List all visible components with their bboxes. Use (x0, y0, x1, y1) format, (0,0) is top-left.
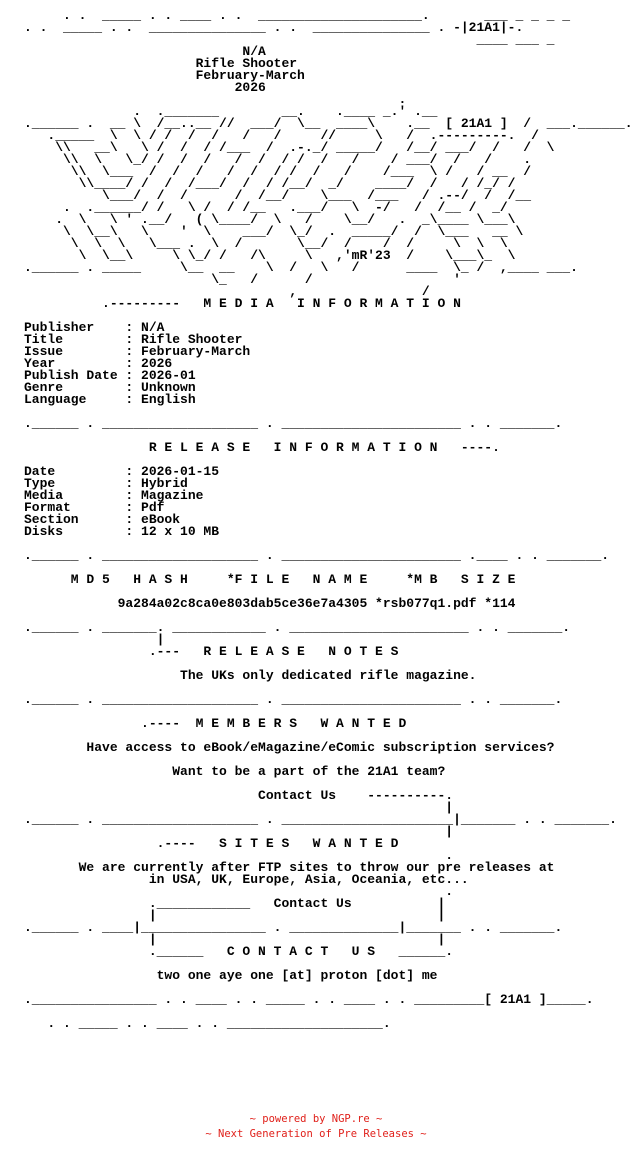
footer-tagline: ~ Next Generation of Pre Releases ~ (205, 1128, 427, 1140)
nfo-text: . . _____ . . ____ . . _____________________. ___ _ _ _ _ . . _____ . . _______________ . . _______________ . -|21A1|-. ____ ___ _ N/A Rifle Shooter February-March 2026 . . ._______ __. .____ _.' .__ .______ . __ \ /__..__ // ___/ \__ ____\ .__ [ 21A1 ] / ___.______. ._____ \ \ / / / / / / // \ / .---------. / \\ __\ \ / / / /___ / .-._/ _____/ /__/ ___/ / / \ \\ \ \_/ / / / / / / / / / / ___/ / / . \\ \___ / / / / / / / / / /___ \ / / __ / \\____/ / / /___/ / / /__/ _/ ____/ / / /_/ / \___/ / / / /__/ \___ /___ / .--/ / /__ . .______/ / \ / / /__ .___/ \ -/ / /__ / _/ . \ \ ' .__/ ( \____/ \ / \__/ . _\____ \___\ \ \__\ \ ' \ ___/ \_/ . _____/ / \___ __ \ \ \ \ \___ . \ / \__/ / / / \ \ \ \ \__\ \ \_/ / /\ \ ,'mR'23 / \___\_ \ .______ . _____ \__ __ \ / \ / ____ \_ / ,____ ___. \_ / / ' , / .--------- M E D I A I N F O R M A T I O N Publisher : N/A Title : Rifle Shooter Issue : February-March Year : 2026 Publish Date : 2026-01 Genre : Unknown Language : English .______ . ____________________ . _______________________ . . _______. R E L E A S E I N F O R M A T I O N ----. Date : 2026-01-15 Type : Hybrid Media : Magazine Format : Pdf Section : eBook Disks : 12 x 10 MB .______ . ____________________ . _______________________ .____ . . _______. M D 5 H A S H *F I L E N A M E *M B S I Z E 9a284a02c8ca0e803dab5ce36e7a4305 *rsb077q1.pdf *114 .______ . _______. ____________ . _______________________ . . _______. | .--- R E L E A S E N O T E S The UKs only dedicated rifle magazine. .______ . ____________________ . _______________________ . . _______. .---- M E M B E R S W A N T E D Have access to eBook/eMagazine/eComic subscription services? Want to be a part of the 21A1 team? Contact Us ----------. | .______ . ____________________ . ______________________|_______ . . _______. | .---- S I T E S W A N T E D . We are currently after FTP sites to throw our pre releases at in USA, UK, Europe, Asia, Oceania, etc... . .____________ Contact Us | | | .______ . ____|________________ . ______________|_______ . . _______. | | .______ C O N T A C T U S ______. two one aye one [at] proton [dot] me .________________ . . ____ . . _____ . . ____ . . _________[ 21A1 ]_____. . . _____ . . ____ . . ____________________. (24, 8, 632, 1031)
footer (0, 1112, 632, 1142)
footer-powered-by[interactable]: ~ powered by NGP.re ~ (249, 1113, 383, 1125)
